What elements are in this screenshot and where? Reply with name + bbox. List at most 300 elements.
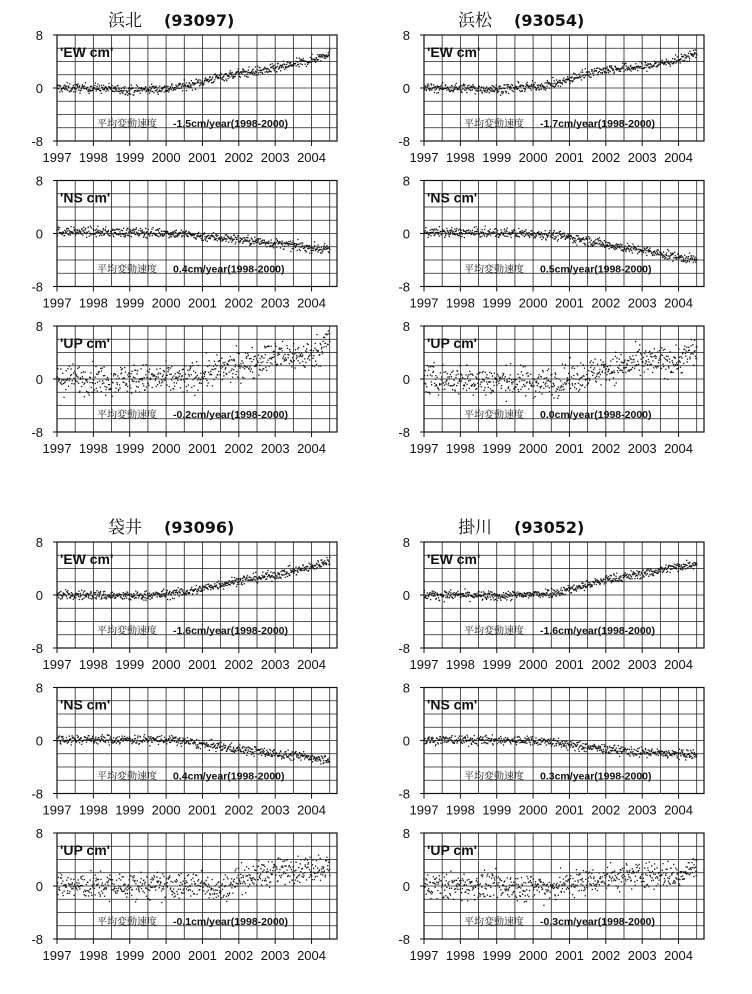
data-point (205, 586, 206, 587)
data-point (75, 739, 76, 740)
data-point (134, 377, 135, 378)
data-point (682, 60, 683, 61)
data-point (568, 237, 569, 238)
data-point (168, 593, 169, 594)
data-point (257, 238, 258, 239)
data-point (173, 593, 174, 594)
data-point (136, 373, 137, 374)
data-point (180, 83, 181, 84)
data-point (264, 67, 265, 68)
data-point (612, 372, 613, 373)
data-point (134, 595, 135, 596)
data-point (286, 345, 287, 346)
data-point (490, 381, 491, 382)
data-point (313, 350, 314, 351)
data-point (257, 66, 258, 67)
data-point (512, 383, 513, 384)
data-point (551, 386, 552, 387)
data-point (428, 85, 429, 86)
data-point (62, 91, 63, 92)
data-point (137, 232, 138, 233)
data-point (235, 76, 236, 77)
data-point (259, 242, 260, 243)
data-point (214, 583, 215, 584)
x-tick-label: 2002 (224, 295, 254, 311)
data-point (637, 253, 638, 254)
data-point (298, 244, 299, 245)
x-tick-label: 1997 (42, 802, 72, 818)
data-point (67, 230, 68, 231)
data-point (115, 374, 116, 375)
data-point (160, 368, 161, 369)
data-point (120, 233, 121, 234)
data-point (321, 559, 322, 560)
data-point (171, 236, 172, 237)
data-point (271, 581, 272, 582)
data-point (295, 570, 296, 571)
data-point (77, 377, 78, 378)
data-point (84, 88, 85, 89)
data-point (447, 373, 448, 374)
data-point (97, 390, 98, 391)
data-point (513, 91, 514, 92)
data-point (328, 333, 329, 334)
data-point (482, 92, 483, 93)
data-point (135, 590, 136, 591)
data-point (443, 372, 444, 373)
data-point (598, 376, 599, 377)
data-point (646, 361, 647, 362)
data-point (557, 81, 558, 82)
data-point (237, 71, 238, 72)
data-point (674, 365, 675, 366)
data-point (497, 90, 498, 91)
data-point (89, 235, 90, 236)
data-point (524, 231, 525, 232)
data-point (113, 375, 114, 376)
data-point (66, 370, 67, 371)
data-point (264, 576, 265, 577)
data-point (102, 89, 103, 90)
data-point (294, 243, 295, 244)
data-point (97, 374, 98, 375)
data-point (213, 81, 214, 82)
data-point (238, 364, 239, 365)
data-point (170, 232, 171, 233)
data-point (624, 359, 625, 360)
data-point (248, 66, 249, 67)
data-point (494, 229, 495, 230)
data-point (268, 346, 269, 347)
data-point (460, 85, 461, 86)
data-point (240, 578, 241, 579)
data-point (513, 381, 514, 382)
data-point (295, 61, 296, 62)
data-point (533, 237, 534, 238)
data-point (534, 379, 535, 380)
data-point (458, 393, 459, 394)
data-point (186, 82, 187, 83)
data-point (266, 362, 267, 363)
data-point (451, 376, 452, 377)
data-point (327, 334, 328, 335)
data-point (287, 243, 288, 244)
x-tick-label: 2003 (627, 295, 657, 311)
data-point (267, 72, 268, 73)
data-point (155, 90, 156, 91)
data-point (144, 734, 145, 735)
data-point (277, 63, 278, 64)
data-point (108, 741, 109, 742)
station-block (31, 518, 337, 963)
data-point (665, 257, 666, 258)
data-point (628, 248, 629, 249)
data-point (504, 88, 505, 89)
data-point (455, 377, 456, 378)
data-point (689, 358, 690, 359)
data-point (641, 359, 642, 360)
data-point (673, 257, 674, 258)
data-point (155, 235, 156, 236)
data-point (286, 571, 287, 572)
data-point (202, 377, 203, 378)
data-point (441, 234, 442, 235)
data-point (157, 741, 158, 742)
data-point (231, 75, 232, 76)
data-point (211, 374, 212, 375)
data-point (569, 236, 570, 237)
data-point (620, 243, 621, 244)
data-point (143, 231, 144, 232)
data-point (616, 357, 617, 358)
data-point (499, 380, 500, 381)
data-point (123, 596, 124, 597)
data-point (320, 344, 321, 345)
data-point (684, 54, 685, 55)
data-point (106, 379, 107, 380)
data-point (219, 360, 220, 361)
data-point (221, 585, 222, 586)
data-point (140, 368, 141, 369)
data-point (503, 92, 504, 93)
data-point (529, 381, 530, 382)
data-point (659, 63, 660, 64)
data-point (587, 73, 588, 74)
data-point (450, 232, 451, 233)
data-point (158, 377, 159, 378)
data-point (133, 94, 134, 95)
panel-nscm (31, 174, 337, 311)
data-point (524, 91, 525, 92)
data-point (482, 371, 483, 372)
data-point (145, 737, 146, 738)
x-tick-label: 2004 (297, 150, 327, 165)
data-point (439, 383, 440, 384)
data-point (189, 86, 190, 87)
data-point (203, 587, 204, 588)
data-point (485, 90, 486, 91)
station-code: (93096) (164, 518, 235, 537)
data-point (102, 734, 103, 735)
data-point (229, 76, 230, 77)
data-point (694, 257, 695, 258)
data-point (207, 366, 208, 367)
data-point (118, 741, 119, 742)
data-point (564, 367, 565, 368)
data-point (686, 256, 687, 257)
data-point (555, 374, 556, 375)
data-point (546, 380, 547, 381)
data-point (687, 358, 688, 359)
data-point (613, 370, 614, 371)
data-point (68, 380, 69, 381)
data-point (315, 343, 316, 344)
data-point (525, 366, 526, 367)
data-point (161, 379, 162, 380)
data-point (680, 362, 681, 363)
data-point (121, 90, 122, 91)
data-point (472, 375, 473, 376)
data-point (71, 735, 72, 736)
data-point (608, 245, 609, 246)
data-point (286, 359, 287, 360)
data-point (525, 234, 526, 235)
data-point (578, 77, 579, 78)
data-point (246, 356, 247, 357)
data-point (677, 59, 678, 60)
data-point (628, 67, 629, 68)
data-point (515, 386, 516, 387)
data-point (663, 349, 664, 350)
data-point (489, 372, 490, 373)
data-point (262, 370, 263, 371)
data-point (662, 256, 663, 257)
data-point (574, 79, 575, 80)
data-point (213, 379, 214, 380)
data-point (545, 382, 546, 383)
data-point (278, 353, 279, 354)
data-point (172, 90, 173, 91)
data-point (329, 339, 330, 340)
data-point (655, 63, 656, 64)
data-point (547, 370, 548, 371)
data-point (160, 385, 161, 386)
data-point (73, 595, 74, 596)
data-point (269, 71, 270, 72)
data-point (543, 388, 544, 389)
data-point (535, 86, 536, 87)
data-point (108, 90, 109, 91)
data-point (108, 83, 109, 84)
data-point (130, 387, 131, 388)
data-point (554, 385, 555, 386)
data-point (559, 390, 560, 391)
data-point (180, 387, 181, 388)
data-point (307, 566, 308, 567)
data-point (518, 82, 519, 83)
data-point (505, 376, 506, 377)
data-point (328, 247, 329, 248)
x-tick-label: 2002 (591, 441, 621, 456)
data-point (237, 352, 238, 353)
data-point (437, 86, 438, 87)
data-point (122, 378, 123, 379)
data-point (69, 83, 70, 84)
data-point (306, 351, 307, 352)
data-point (685, 355, 686, 356)
data-point (574, 387, 575, 388)
data-point (533, 378, 534, 379)
x-tick-label: 2003 (627, 441, 657, 456)
data-point (136, 597, 137, 598)
data-point (511, 382, 512, 383)
data-point (189, 369, 190, 370)
data-point (208, 360, 209, 361)
data-point (92, 383, 93, 384)
data-point (106, 387, 107, 388)
data-point (552, 237, 553, 238)
data-point (273, 65, 274, 66)
data-point (466, 384, 467, 385)
data-point (641, 68, 642, 69)
data-point (619, 359, 620, 360)
data-point (549, 230, 550, 231)
data-point (197, 233, 198, 234)
data-point (686, 57, 687, 58)
data-point (227, 235, 228, 236)
data-point (492, 85, 493, 86)
data-point (187, 233, 188, 234)
data-point (500, 377, 501, 378)
data-point (649, 351, 650, 352)
data-point (642, 365, 643, 366)
data-point (175, 378, 176, 379)
data-point (633, 361, 634, 362)
data-point (618, 244, 619, 245)
data-point (225, 234, 226, 235)
data-point (151, 594, 152, 595)
data-point (158, 372, 159, 373)
data-point (260, 238, 261, 239)
data-point (599, 243, 600, 244)
data-point (298, 347, 299, 348)
data-point (240, 77, 241, 78)
data-point (179, 370, 180, 371)
data-point (118, 89, 119, 90)
data-point (646, 255, 647, 256)
data-point (579, 378, 580, 379)
data-point (193, 237, 194, 238)
data-point (161, 230, 162, 231)
data-point (175, 373, 176, 374)
data-point (442, 82, 443, 83)
data-point (448, 234, 449, 235)
data-point (267, 572, 268, 573)
data-point (658, 65, 659, 66)
data-point (692, 259, 693, 260)
data-point (692, 344, 693, 345)
data-point (157, 235, 158, 236)
data-point (664, 378, 665, 379)
data-point (630, 248, 631, 249)
data-point (137, 735, 138, 736)
data-point (237, 582, 238, 583)
data-point (176, 382, 177, 383)
data-point (166, 86, 167, 87)
data-point (149, 593, 150, 594)
data-point (195, 83, 196, 84)
data-point (557, 240, 558, 241)
data-point (464, 233, 465, 234)
x-tick-label: 2003 (260, 441, 290, 456)
data-point (517, 89, 518, 90)
data-point (264, 240, 265, 241)
data-point (270, 245, 271, 246)
data-point (622, 62, 623, 63)
data-point (326, 54, 327, 55)
data-point (476, 233, 477, 234)
data-point (303, 565, 304, 566)
data-point (69, 366, 70, 367)
data-point (310, 564, 311, 565)
data-point (446, 380, 447, 381)
data-point (240, 367, 241, 368)
data-point (240, 383, 241, 384)
data-point (195, 237, 196, 238)
data-point (593, 362, 594, 363)
data-point (460, 89, 461, 90)
data-point (563, 236, 564, 237)
data-point (594, 367, 595, 368)
data-point (124, 367, 125, 368)
data-point (256, 71, 257, 72)
data-point (95, 592, 96, 593)
data-point (96, 598, 97, 599)
data-point (623, 250, 624, 251)
data-point (59, 592, 60, 593)
data-point (73, 599, 74, 600)
data-point (87, 739, 88, 740)
data-point (208, 382, 209, 383)
data-point (492, 375, 493, 376)
data-point (664, 63, 665, 64)
data-point (505, 91, 506, 92)
data-point (620, 369, 621, 370)
data-point (173, 232, 174, 233)
data-point (436, 385, 437, 386)
data-point (428, 366, 429, 367)
data-point (524, 236, 525, 237)
data-point (85, 737, 86, 738)
data-point (650, 353, 651, 354)
data-point (152, 374, 153, 375)
data-point (560, 86, 561, 87)
data-point (196, 593, 197, 594)
data-point (130, 93, 131, 94)
data-point (577, 374, 578, 375)
data-point (278, 243, 279, 244)
data-point (449, 376, 450, 377)
data-point (506, 84, 507, 85)
data-point (473, 383, 474, 384)
data-point (636, 364, 637, 365)
data-point (551, 237, 552, 238)
data-point (160, 234, 161, 235)
data-point (239, 581, 240, 582)
data-point (199, 382, 200, 383)
data-point (70, 226, 71, 227)
data-point (530, 383, 531, 384)
